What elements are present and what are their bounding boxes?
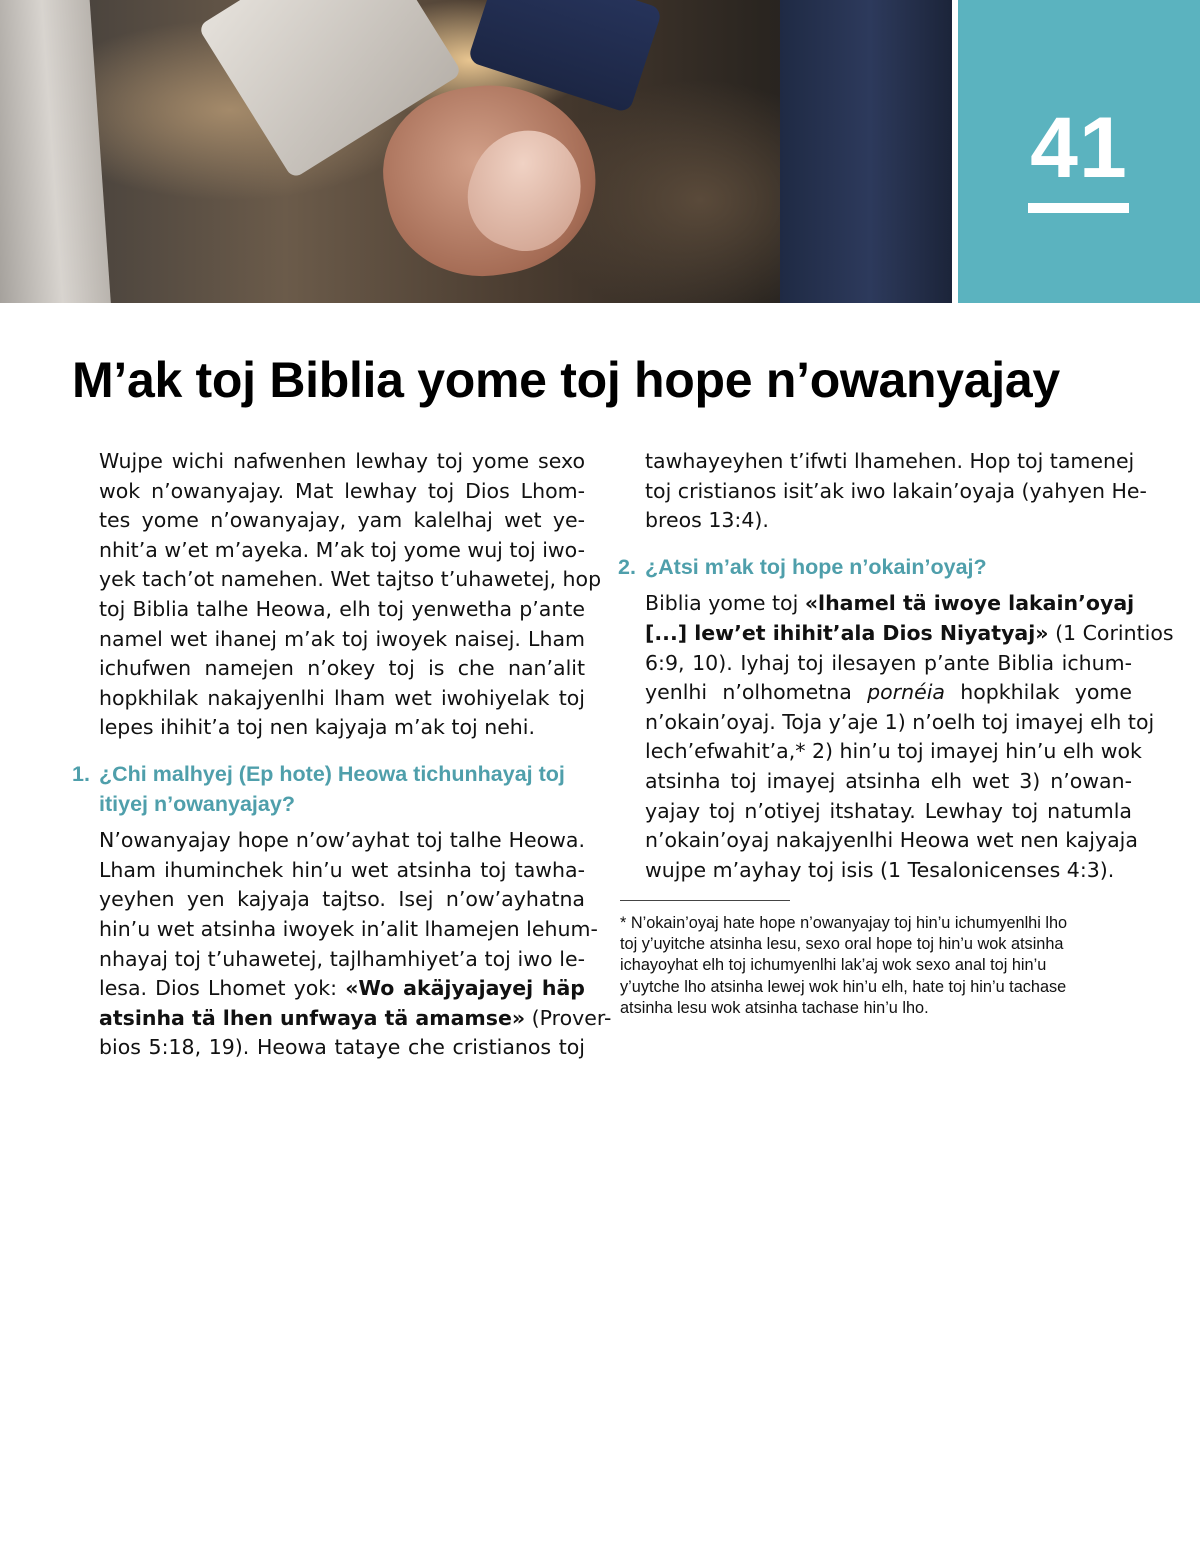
- question-line: itiyej n’owanyajay?: [99, 791, 295, 816]
- text-line: [99, 1033, 585, 1063]
- text-line: [99, 713, 585, 743]
- question-number: 2.: [618, 554, 636, 579]
- text: nhayaj toj t’uhawetej, tajlhamhiyet’a toj iwo le-: [99, 946, 585, 971]
- text-line: [645, 649, 1132, 679]
- footnote-line: atsinha lesu wok atsinha tachase hin’u lho.: [620, 998, 929, 1017]
- text: breos 13:4).: [645, 508, 769, 533]
- text: yenlhi n’olhometna: [645, 680, 868, 705]
- column-right: [618, 447, 1174, 885]
- text: Biblia yome toj: [645, 591, 805, 616]
- text-line: [99, 856, 585, 886]
- text: 6:9, 10). Iyhaj toj ilesayen p’ante Biblia ichum-: [645, 650, 1132, 675]
- text: yeyhen yen kajyaja tajtso. Isej n’ow’ayhatna: [99, 887, 585, 912]
- text-line: [645, 708, 1155, 738]
- footnote-line: y’uytche lho atsinha lewej wok hin’u elh, hate toj hin’u tachase: [620, 977, 1067, 996]
- header-photo-holding-hands: [0, 0, 952, 303]
- lesson-number: 41: [1030, 100, 1128, 196]
- photo-sleeve-left: [0, 0, 112, 303]
- section-question: [72, 760, 585, 819]
- text-line: [645, 447, 1135, 477]
- footnote-line: toj y’uyitche atsinha lesu, sexo oral hope toj hin’u wok atsinha: [620, 935, 1064, 954]
- text: nhit’a w’et m’ayeka. M’ak toj yome wuj toj iwo-: [99, 537, 585, 562]
- text: lepes ihihit’a toj nen kajyaja m’ak toj nehi.: [99, 715, 536, 740]
- section-1-continued: [645, 447, 1147, 536]
- bible-quote: «lhamel tä iwoye lakain’oyaj: [804, 591, 1135, 616]
- text: yek tach’ot namehen. Wet tajtso t’uhawetej, hop: [99, 567, 602, 592]
- question-number: 1.: [72, 761, 90, 786]
- text: Wujpe wichi nafwenhen lewhay toj yome sexo: [99, 449, 585, 473]
- text: (1 Corintios: [1048, 620, 1174, 645]
- page-title: M’ak toj Biblia yome toj hope n’owanyajay: [72, 352, 1060, 408]
- text-line: [645, 767, 1132, 797]
- text-line: [99, 684, 585, 714]
- text-line: [99, 945, 585, 975]
- text-line: [645, 619, 1174, 649]
- section-1: [72, 760, 612, 1063]
- intro-paragraph: [99, 447, 602, 743]
- text: wok n’owanyajay. Mat lewhay toj Dios Lhom-: [99, 478, 585, 503]
- text: (Prover-: [525, 1005, 612, 1030]
- text: tawhayeyhen t’ifwti lhamehen. Hop toj tamenej: [645, 449, 1135, 473]
- text-line: [99, 506, 585, 536]
- text: toj cristianos isit’ak iwo lakain’oyaja (yahyen He-: [645, 478, 1147, 503]
- footnote-line: * N’okain’oyaj hate hope n’owanyajay toj hin’u ichumyenlhi lho: [620, 914, 1068, 932]
- section-question: [618, 553, 1132, 583]
- bible-quote: [...] lew’et ihihit’ala Dios Niyatyaj»: [645, 620, 1049, 645]
- text-line: [99, 536, 585, 566]
- bible-quote: «Wo akäjyajayej häp: [345, 976, 585, 1001]
- text-line: [99, 974, 585, 1004]
- text: namel wet ihanej m’ak toj iwoyek naisej. Lham: [99, 626, 585, 651]
- text-line: [99, 915, 598, 945]
- text: atsinha toj imayej atsinha elh wet 3) n’owan-: [645, 768, 1132, 793]
- section-2: [618, 553, 1174, 886]
- text-line: [99, 654, 585, 684]
- text-line: [99, 826, 585, 856]
- text: toj Biblia talhe Heowa, elh toj yenwetha p’ante: [99, 596, 585, 621]
- text: hin’u wet atsinha iwoyek in’alit lhamejen lehum-: [99, 916, 598, 941]
- text: ichufwen namejen n’okey toj is che nan’alit: [99, 656, 585, 681]
- text-line: [645, 589, 1135, 619]
- lesson-number-badge: [958, 0, 1200, 303]
- text-line: [645, 826, 1138, 856]
- lesson-number-underline: [1028, 203, 1129, 213]
- text: Lham ihuminchek hin’u wet atsinha toj tawha-: [99, 857, 585, 882]
- bible-quote: atsinha tä lhen unfwaya tä amamse»: [99, 1005, 526, 1030]
- text-line: [645, 506, 1132, 536]
- text-line: [99, 1004, 612, 1034]
- text-line: [645, 797, 1132, 827]
- text: N’owanyajay hope n’ow’ayhat toj talhe Heowa.: [99, 828, 585, 853]
- text: hopkhilak yome: [944, 680, 1132, 705]
- text-line: [645, 856, 1132, 886]
- text-line: [99, 447, 585, 477]
- text-line: [645, 678, 1132, 708]
- text: n’okain’oyaj. Toja y’aje 1) n’oelh toj imayej elh toj: [645, 709, 1155, 734]
- text-line: [99, 477, 585, 507]
- question-line: ¿Atsi m’ak toj hope n’okain’oyaj?: [645, 554, 987, 579]
- text: lesa. Dios Lhomet yok:: [99, 976, 346, 1001]
- text: bios 5:18, 19). Heowa tataye che cristianos toj: [99, 1035, 585, 1060]
- text-line: [99, 625, 585, 655]
- text-line: [99, 565, 602, 595]
- text-line: [645, 477, 1147, 507]
- text: tes yome n’owanyajay, yam kalelhaj wet ye-: [99, 508, 585, 533]
- text-line: [99, 885, 585, 915]
- text-line: [99, 595, 585, 625]
- footnote-separator: [620, 900, 790, 901]
- text: wujpe m’ayhay toj isis (1 Tesalonicenses 4:3).: [645, 857, 1115, 882]
- footnote: [620, 913, 1140, 1019]
- text: yajay toj n’otiyej itshatay. Lewhay toj natumla: [645, 798, 1132, 823]
- column-left: [72, 447, 612, 1063]
- text: hopkhilak nakajyenlhi lham wet iwohiyelak toj: [99, 685, 585, 710]
- photo-sleeve-right: [780, 0, 952, 303]
- text: n’okain’oyaj nakajyenlhi Heowa wet nen kajyaja: [645, 828, 1138, 853]
- footnote-line: ichayoyhat elh toj ichumyenlhi lak’aj wok sexo anal toj hin’u: [620, 956, 1047, 975]
- question-line: ¿Chi malhyej (Ep hote) Heowa tichunhayaj toj: [99, 761, 565, 786]
- italic-term: pornéia: [867, 680, 945, 705]
- text: lech’efwahit’a,* 2) hin’u toj imayej hin’u elh wok: [645, 739, 1142, 764]
- text-line: [645, 737, 1142, 767]
